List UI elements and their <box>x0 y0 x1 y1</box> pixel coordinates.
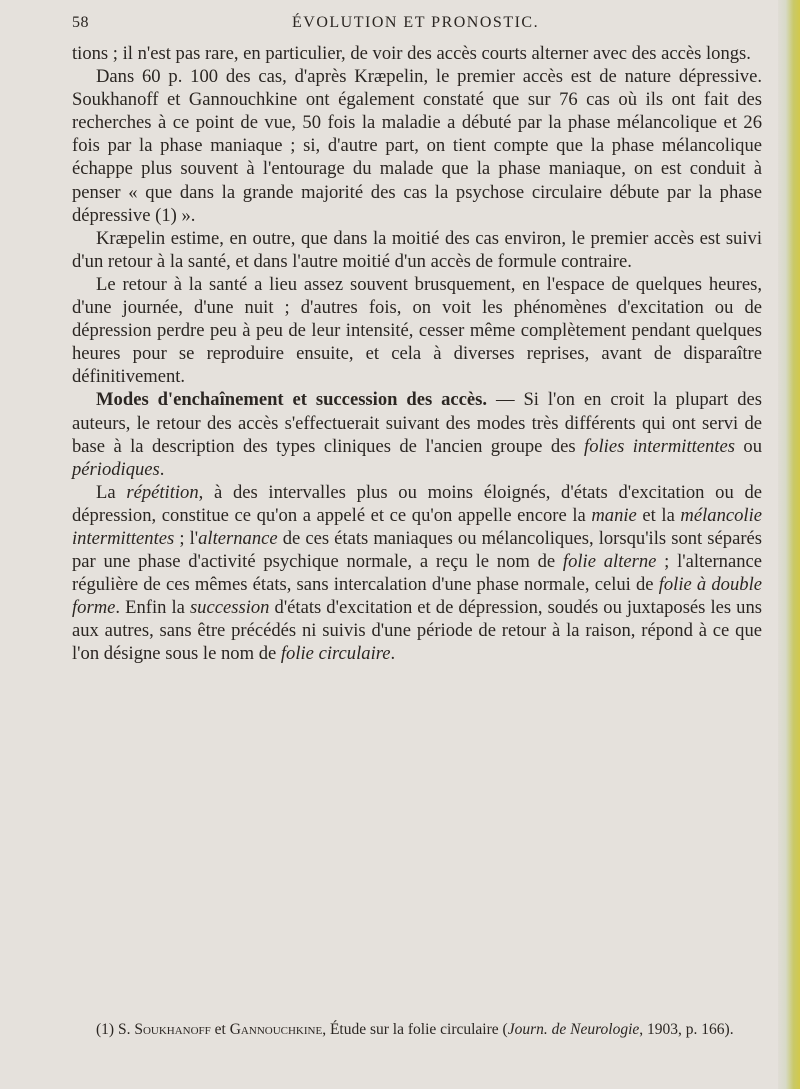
text-run: ; l'alternance régulière de ces mêmes états, sans intercalation d'une phase normale, celui de <box>72 551 762 596</box>
running-title: ÉVOLUTION ET PRONOSTIC. <box>292 14 540 31</box>
text-run: ou <box>734 435 762 457</box>
paragraph-first-access: Dans 60 p. 100 des cas, d'après Kræpelin, le premier accès est de nature dépressive. Soukhanoff et Gannouchkine ont également constaté que sur 76 cas où ils ont fait des recherches à ce point de vue, 50 fois la maladie a débuté par la phase mélancolique et 26 fois par la phase maniaque ; si, d'autre part, on tient compte que la phase mélancolique échappe plus souvent à l'entourage du malade que la phase maniaque, on est conduit à penser « que dans la grande majorité des cas la psychose circulaire débute par la phase dépressive (1) ». <box>72 66 762 226</box>
italic-term: folie circulaire <box>280 643 391 665</box>
page-edge <box>778 0 800 1089</box>
text-run: de ces états maniaques ou mélancoliques, lorsqu'ils sont séparés par une phase d'activité psychique normale, a reçu le nom de <box>72 527 763 573</box>
page-header <box>72 14 762 40</box>
footnote-marker: (1) <box>96 1021 118 1038</box>
text-run: — Si l'on en croit la plupart des auteurs, le retour des accès s'effectuerait suivant des modes très différents qui ont servi de base à la description des types cliniques de l'ancien groupe des <box>72 389 762 457</box>
text-run: . Enfin la <box>115 597 190 619</box>
text-run: , à des intervalles plus ou moins éloignés, d'états d'excitation ou de dépression, constitue ce qu'on a appelé et ce qu'on appelle encore la <box>72 481 763 526</box>
text-run: ( <box>502 1021 508 1038</box>
section-heading: Modes d'enchaînement et succession des accès. <box>96 389 488 411</box>
italic-term: périodiques <box>72 458 160 480</box>
paragraph-continuation: tions ; il n'est pas rare, en particulier, de voir des accès courts alterner avec des accès longs. <box>72 43 751 64</box>
page-number: 58 <box>72 14 89 31</box>
italic-term: folies intermittentes <box>584 435 735 457</box>
text-run: La <box>96 481 127 503</box>
text-run: . <box>159 458 165 480</box>
footnote-journal: Journ. de Neurologie <box>507 1021 640 1038</box>
footnote-1 <box>72 1020 762 1040</box>
footnote-title: , Étude sur la folie circulaire <box>322 1021 503 1038</box>
text-run: . <box>390 643 396 665</box>
italic-term: répétition <box>126 481 199 503</box>
italic-term: folie alterne <box>562 551 657 573</box>
text-run: et <box>210 1021 230 1038</box>
italic-term: succession <box>189 597 270 619</box>
paragraph-repetition <box>72 481 762 666</box>
footnotes <box>72 1020 762 1040</box>
footnote-author: S. Soukhanoff <box>117 1021 211 1038</box>
italic-term: mélancolie intermittentes <box>72 504 762 549</box>
italic-term: manie <box>591 504 637 526</box>
paragraph-modes-enchainement <box>72 388 762 480</box>
italic-term: alternance <box>198 527 278 549</box>
text-run: et la <box>636 504 681 526</box>
paragraph-kraepelin-estimate: Kræpelin estime, en outre, que dans la moitié des cas environ, le premier accès est suivi d'un retour à la santé, et dans l'autre moitié d'un accès de formule contraire. <box>72 227 762 272</box>
text-run: d'états d'excitation et de dépression, soudés ou juxtaposés les uns aux autres, sans être précédés ni suivis d'une période de retour à la raison, répond à ce que l'on désigne sous le nom de <box>72 597 763 665</box>
italic-term: folie à double forme <box>72 574 762 619</box>
text-run: , 1903, p. 166). <box>639 1021 734 1038</box>
page-body <box>72 42 762 666</box>
text-run: ; l' <box>174 527 199 549</box>
footnote-author: Gannouchkine <box>229 1021 323 1038</box>
paragraph-return-to-health: Le retour à la santé a lieu assez souvent brusquement, en l'espace de quelques heures, d'une journée, d'une nuit ; d'autres fois, on voit les phénomènes d'excitation ou de dépression perdre peu à peu de leur intensité, cesser même complètement pendant quelques heures pour se reproduire ensuite, et cela à diverses reprises, avant de disparaître définitivement. <box>72 273 762 388</box>
